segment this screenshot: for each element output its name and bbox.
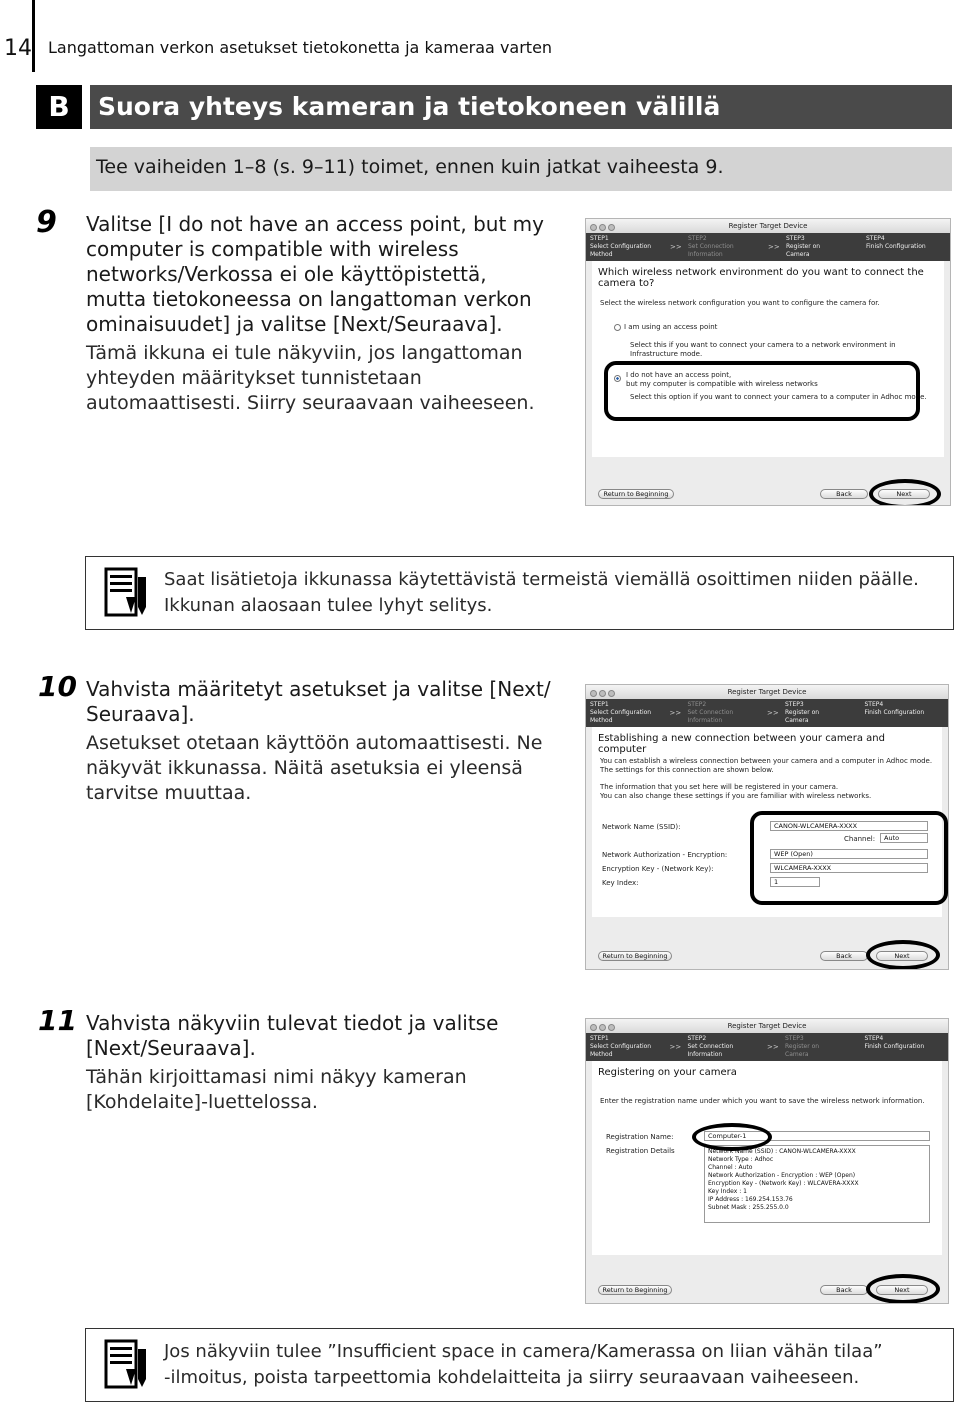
step-line: networks/Verkossa ei ole käyttöpistettä, [86, 262, 487, 286]
window-titlebar [586, 219, 950, 233]
wizard-steps [586, 233, 950, 261]
wizard-separator: >> [768, 243, 780, 251]
note-line: -ilmoitus, poista tarpeettomia kohdelaitteita ja siirry seuraavaan vaiheeseen. [164, 1367, 860, 1388]
step-number: 9 [36, 205, 57, 240]
step-line: Vahvista määritetyt asetukset ja valitse [Next/ [86, 677, 551, 701]
option-help: Select this option if you want to connect your camera to a computer in Adhoc mode. [630, 393, 927, 401]
dialog-body [592, 261, 944, 457]
channel-label: Channel: [844, 835, 876, 843]
note-box [85, 1328, 954, 1402]
window-title: Register Target Device [727, 1022, 807, 1030]
step-sub-line: Tämä ikkuna ei tule näkyviin, jos langattoman [86, 342, 523, 364]
step-line: Vahvista näkyviin tulevat tiedot ja valitse [86, 1011, 499, 1035]
wizard-step-3: STEP3 Register on Camera [786, 235, 821, 258]
wizard-steps [586, 699, 948, 727]
step-line: [Next/Seuraava]. [86, 1036, 256, 1060]
wizard-separator: >> [767, 1043, 779, 1051]
note-line: Saat lisätietoja ikkunassa käytettävistä termeistä viemällä osoittimen niiden päälle. [164, 569, 919, 590]
dialog-screenshot-connection-settings [585, 684, 949, 970]
detail-line: Encryption Key - (Network Key) : WLCAVERA-XXXX [708, 1180, 859, 1187]
wizard-separator: >> [670, 243, 682, 251]
wizard-step-4: STEP4 Finish Configuration [864, 1035, 925, 1050]
auth-select[interactable]: WEP (Open) [770, 849, 928, 859]
back-button[interactable]: Back [820, 1285, 868, 1295]
dialog-screenshot-network-type [585, 218, 951, 506]
highlight-oval [866, 940, 940, 970]
option-label: I am using an access point [624, 323, 718, 331]
option-help: Select this if you want to connect your camera to a network environment in Infrastructure mode. [630, 341, 896, 358]
highlight-oval [692, 1123, 772, 1151]
step-sub-line: Tähän kirjoittamasi nimi näkyy kameran [86, 1066, 467, 1088]
key-field[interactable]: WLCAMERA-XXXX [770, 863, 928, 873]
registration-name-field[interactable]: Computer-1 [704, 1131, 930, 1141]
section-letter: B [36, 85, 82, 129]
dialog-text: The settings for this connection are shown below. [600, 766, 774, 774]
window-title: Register Target Device [728, 222, 808, 230]
note-line: Jos näkyviin tulee ”Insufficient space in camera/Kamerassa on liian vähän tilaa” [164, 1341, 883, 1362]
wizard-step-3: STEP3 Register on Camera [785, 701, 820, 724]
auth-label: Network Authorization - Encryption: [602, 851, 728, 859]
dialog-text: You can also change these settings if you are familiar with wireless networks. [600, 792, 872, 800]
step-sub-line: automaattisesti. Siirry seuraavaan vaiheeseen. [86, 392, 535, 414]
registration-name-label: Registration Name: [606, 1133, 674, 1141]
window-controls-icon [590, 1022, 617, 1036]
window-controls-icon [590, 688, 617, 702]
dialog-heading: Which wireless network environment do you want to connect the camera to? [598, 267, 924, 289]
dialog-text: You can establish a wireless connection between your camera and a computer in Adhoc mode. [600, 757, 933, 765]
next-button[interactable]: Next [876, 1285, 928, 1295]
highlight-frame [604, 361, 920, 421]
option-label: I do not have an access point, [626, 371, 732, 379]
option-access-point[interactable] [614, 323, 717, 332]
step-number: 10 [38, 670, 77, 703]
step-line: mutta tietokoneessa on langattoman verkon [86, 287, 532, 311]
wizard-step-4: STEP4 Finish Configuration [866, 235, 926, 250]
step-line: ominaisuudet] ja valitse [Next/Seuraava]. [86, 312, 503, 336]
step-sub-line: yhteyden määritykset tunnistetaan [86, 367, 422, 389]
wizard-step-2: STEP2 Set Connection Information [687, 1035, 734, 1058]
wizard-step-2: STEP2 Set Connection Information [688, 235, 734, 258]
ssid-label: Network Name (SSID): [602, 823, 681, 831]
note-memo-icon [104, 567, 148, 619]
step-number: 11 [38, 1004, 77, 1037]
window-controls-icon [590, 222, 617, 236]
dialog-paragraph [600, 783, 871, 801]
window-titlebar [586, 685, 948, 699]
highlight-oval [869, 479, 941, 506]
step-line: Seuraava]. [86, 702, 195, 726]
step-9-text [86, 212, 576, 416]
running-title: Langattoman verkon asetukset tietokonetta ja kameraa varten [48, 38, 553, 57]
page-number: 14 [4, 36, 32, 61]
return-to-beginning-button[interactable]: Return to Beginning [598, 1285, 672, 1295]
dialog-text: The information that you set here will be registered in your camera. [600, 783, 839, 791]
key-index-stepper[interactable]: 1 [770, 877, 820, 887]
key-label: Encryption Key - (Network Key): [602, 865, 714, 873]
ssid-field[interactable]: CANON-WLCAMERA-XXXX [770, 821, 928, 831]
registration-details-label: Registration Details [606, 1147, 675, 1155]
next-button[interactable]: Next [878, 489, 930, 499]
step-line: Valitse [I do not have an access point, but my [86, 212, 544, 236]
note-box [85, 556, 954, 630]
detail-line: Network Name (SSID) : CANON-WLCAMERA-XXXX [708, 1148, 856, 1155]
radio-icon[interactable] [614, 324, 621, 331]
detail-line: Network Authorization - Encryption : WEP (Open) [708, 1172, 856, 1179]
wizard-separator: >> [767, 709, 779, 717]
detail-line: Subnet Mask : 255.255.0.0 [708, 1204, 789, 1211]
option-label: but my computer is compatible with wireless networks [626, 380, 818, 388]
detail-line: Key Index : 1 [708, 1188, 747, 1195]
back-button[interactable]: Back [820, 951, 868, 961]
detail-line: IP Address : 169.254.153.76 [708, 1196, 793, 1203]
dialog-heading: Registering on your camera [598, 1067, 737, 1078]
section-intro: Tee vaiheiden 1–8 (s. 9–11) toimet, ennen kuin jatkat vaiheesta 9. [90, 147, 952, 191]
window-titlebar [586, 1019, 948, 1033]
highlight-frame [750, 811, 948, 905]
channel-select[interactable]: Auto [880, 833, 928, 843]
wizard-step-4: STEP4 Finish Configuration [864, 701, 925, 716]
step-11-text [86, 1011, 576, 1115]
step-sub-line: Asetukset otetaan käyttöön automaattisesti. Ne [86, 732, 543, 754]
step-sub-line: näkyvät ikkunassa. Näitä asetuksia ei yleensä [86, 757, 523, 779]
highlight-oval [866, 1274, 940, 1304]
section-title: Suora yhteys kameran ja tietokoneen välillä [90, 85, 952, 129]
dialog-instruction: Select the wireless network configuration you want to configure the camera for. [600, 299, 880, 307]
detail-line: Channel : Auto [708, 1164, 753, 1171]
dialog-body [592, 727, 942, 917]
step-sub-line: tarvitse muuttaa. [86, 782, 252, 804]
return-to-beginning-button[interactable]: Return to Beginning [598, 489, 674, 499]
wizard-step-3: STEP3 Register on Camera [785, 1035, 820, 1058]
wizard-separator: >> [669, 1043, 682, 1051]
header-divider [32, 0, 35, 72]
next-button[interactable]: Next [876, 951, 928, 961]
step-sub-line: [Kohdelaite]-luettelossa. [86, 1091, 318, 1113]
index-label: Key Index: [602, 879, 639, 887]
wizard-step-1: STEP1 Select Configuration Method [590, 701, 652, 724]
wizard-steps [586, 1033, 948, 1061]
dialog-paragraph [600, 757, 932, 775]
wizard-step-2: STEP2 Set Connection Information [687, 701, 734, 724]
dialog-heading: Establishing a new connection between your camera and computer [598, 733, 885, 755]
detail-line: Network Type : Adhoc [708, 1156, 774, 1163]
wizard-step-1: STEP1 Select Configuration Method [590, 1035, 652, 1058]
dialog-body [592, 1061, 942, 1255]
dialog-screenshot-registration [585, 1018, 949, 1304]
dialog-instruction: Enter the registration name under which you want to save the wireless network information. [600, 1097, 925, 1105]
return-to-beginning-button[interactable]: Return to Beginning [598, 951, 672, 961]
step-line: computer is compatible with wireless [86, 237, 459, 261]
note-line: Ikkunan alaosaan tulee lyhyt selitys. [164, 595, 493, 616]
back-button[interactable]: Back [820, 489, 868, 499]
wizard-separator: >> [669, 709, 682, 717]
registration-details-box [704, 1145, 930, 1223]
window-title: Register Target Device [727, 688, 807, 696]
step-10-text [86, 677, 576, 806]
wizard-step-1: STEP1 Select Configuration Method [590, 235, 652, 258]
note-memo-icon [104, 1339, 148, 1391]
